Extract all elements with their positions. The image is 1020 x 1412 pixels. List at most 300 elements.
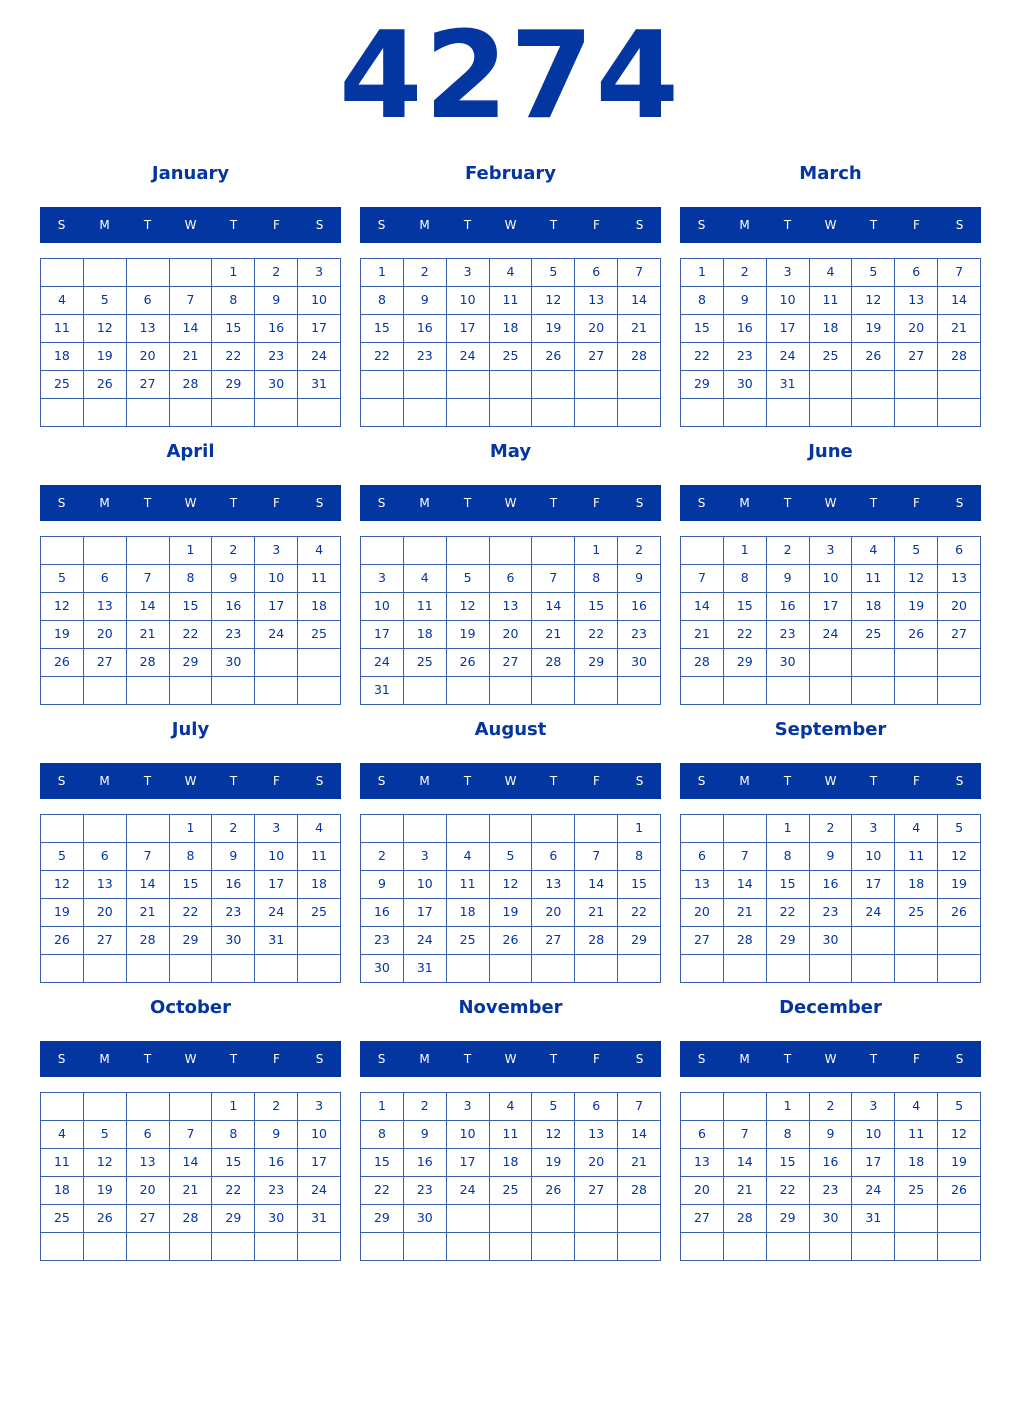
- day-cell: 25: [298, 621, 341, 649]
- day-cell: 1: [361, 1093, 404, 1121]
- weekday-label: S: [315, 218, 324, 232]
- day-cell: 5: [532, 1093, 575, 1121]
- day-cell: 20: [938, 593, 981, 621]
- day-cell: 3: [447, 259, 490, 287]
- empty-cell: [532, 399, 575, 427]
- day-cell: 12: [532, 1121, 575, 1149]
- day-cell: 17: [447, 1149, 490, 1177]
- weekday-label: S: [635, 774, 644, 788]
- day-cell: 13: [127, 1149, 170, 1177]
- day-cell: 26: [532, 343, 575, 371]
- day-cell: 14: [127, 593, 170, 621]
- day-cell: 24: [298, 1177, 341, 1205]
- day-cell: 26: [84, 1205, 127, 1233]
- day-cell: 13: [681, 871, 724, 899]
- day-cell: 17: [255, 593, 298, 621]
- day-cell: 12: [84, 1149, 127, 1177]
- day-cell: 4: [404, 565, 447, 593]
- day-cell: 24: [447, 1177, 490, 1205]
- day-cell: 26: [447, 649, 490, 677]
- empty-cell: [575, 399, 618, 427]
- weekday-label: T: [869, 774, 878, 788]
- day-cell: 20: [681, 899, 724, 927]
- day-cell: 12: [895, 565, 938, 593]
- empty-cell: [447, 815, 490, 843]
- day-cell: 23: [212, 899, 255, 927]
- day-cell: 2: [212, 815, 255, 843]
- day-cell: 9: [767, 565, 810, 593]
- day-cell: 17: [404, 899, 447, 927]
- day-cell: 16: [404, 1149, 447, 1177]
- empty-cell: [938, 371, 981, 399]
- weekday-header: [360, 763, 661, 799]
- empty-cell: [41, 815, 84, 843]
- day-cell: 18: [298, 871, 341, 899]
- day-cell: 29: [767, 1205, 810, 1233]
- weekday-label: T: [783, 218, 792, 232]
- day-cell: 23: [255, 1177, 298, 1205]
- day-cell: 4: [810, 259, 853, 287]
- empty-cell: [170, 955, 213, 983]
- empty-cell: [255, 677, 298, 705]
- empty-cell: [212, 399, 255, 427]
- day-cell: 21: [724, 899, 767, 927]
- day-grid: [360, 814, 661, 983]
- weekday-header: [680, 485, 981, 521]
- weekday-label: T: [783, 774, 792, 788]
- weekday-header: [680, 207, 981, 243]
- day-cell: 2: [361, 843, 404, 871]
- weekday-header: [680, 1041, 981, 1077]
- day-cell: 22: [724, 621, 767, 649]
- day-cell: 18: [852, 593, 895, 621]
- weekday-label: M: [419, 1052, 430, 1066]
- weekday-label: T: [549, 774, 558, 788]
- day-cell: 20: [84, 621, 127, 649]
- empty-cell: [895, 371, 938, 399]
- day-cell: 3: [298, 259, 341, 287]
- weekday-header: [40, 485, 341, 521]
- day-cell: 4: [298, 537, 341, 565]
- empty-cell: [212, 1233, 255, 1261]
- day-cell: 4: [852, 537, 895, 565]
- day-cell: 18: [298, 593, 341, 621]
- day-cell: 25: [810, 343, 853, 371]
- empty-cell: [127, 537, 170, 565]
- day-cell: 30: [724, 371, 767, 399]
- empty-cell: [575, 1233, 618, 1261]
- day-cell: 20: [575, 1149, 618, 1177]
- empty-cell: [170, 1233, 213, 1261]
- empty-cell: [532, 371, 575, 399]
- day-cell: 16: [255, 315, 298, 343]
- day-cell: 5: [938, 815, 981, 843]
- empty-cell: [810, 649, 853, 677]
- weekday-label: T: [869, 496, 878, 510]
- empty-cell: [724, 955, 767, 983]
- day-cell: 29: [618, 927, 661, 955]
- day-cell: 27: [127, 1205, 170, 1233]
- day-cell: 30: [767, 649, 810, 677]
- day-cell: 29: [724, 649, 767, 677]
- day-cell: 16: [618, 593, 661, 621]
- day-cell: 20: [681, 1177, 724, 1205]
- day-cell: 17: [810, 593, 853, 621]
- day-cell: 18: [490, 315, 533, 343]
- day-cell: 1: [618, 815, 661, 843]
- day-cell: 18: [895, 1149, 938, 1177]
- day-cell: 9: [212, 843, 255, 871]
- empty-cell: [170, 1093, 213, 1121]
- day-grid: [680, 536, 981, 705]
- weekday-label: T: [229, 1052, 238, 1066]
- day-cell: 3: [767, 259, 810, 287]
- weekday-label: M: [99, 1052, 110, 1066]
- day-cell: 29: [212, 371, 255, 399]
- day-cell: 15: [681, 315, 724, 343]
- weekday-label: T: [463, 218, 472, 232]
- day-cell: 6: [84, 565, 127, 593]
- day-cell: 30: [810, 1205, 853, 1233]
- day-cell: 27: [575, 343, 618, 371]
- weekday-label: T: [549, 496, 558, 510]
- day-cell: 12: [938, 843, 981, 871]
- empty-cell: [852, 677, 895, 705]
- day-cell: 15: [212, 315, 255, 343]
- day-cell: 9: [404, 287, 447, 315]
- empty-cell: [810, 955, 853, 983]
- weekday-label: F: [913, 774, 920, 788]
- day-cell: 25: [41, 371, 84, 399]
- day-cell: 18: [490, 1149, 533, 1177]
- weekday-label: W: [504, 496, 517, 510]
- day-cell: 18: [895, 871, 938, 899]
- day-cell: 18: [41, 1177, 84, 1205]
- day-cell: 12: [938, 1121, 981, 1149]
- weekday-label: S: [57, 218, 66, 232]
- empty-cell: [938, 677, 981, 705]
- day-cell: 16: [212, 871, 255, 899]
- day-cell: 17: [852, 871, 895, 899]
- day-grid: [680, 258, 981, 427]
- day-cell: 21: [127, 899, 170, 927]
- empty-cell: [127, 677, 170, 705]
- empty-cell: [852, 371, 895, 399]
- day-cell: 1: [170, 537, 213, 565]
- weekday-label: M: [739, 774, 750, 788]
- day-cell: 4: [895, 1093, 938, 1121]
- weekday-label: T: [463, 774, 472, 788]
- day-cell: 29: [681, 371, 724, 399]
- weekday-label: T: [143, 774, 152, 788]
- empty-cell: [490, 815, 533, 843]
- day-cell: 11: [852, 565, 895, 593]
- day-cell: 7: [170, 1121, 213, 1149]
- day-cell: 15: [767, 1149, 810, 1177]
- day-cell: 19: [532, 315, 575, 343]
- day-cell: 2: [767, 537, 810, 565]
- day-cell: 4: [447, 843, 490, 871]
- day-cell: 7: [127, 843, 170, 871]
- day-cell: 13: [490, 593, 533, 621]
- day-cell: 21: [618, 315, 661, 343]
- empty-cell: [724, 677, 767, 705]
- empty-cell: [361, 371, 404, 399]
- day-cell: 21: [724, 1177, 767, 1205]
- weekday-label: F: [593, 774, 600, 788]
- day-cell: 3: [810, 537, 853, 565]
- weekday-label: S: [955, 774, 964, 788]
- day-cell: 25: [490, 343, 533, 371]
- weekday-label: S: [57, 496, 66, 510]
- day-cell: 9: [724, 287, 767, 315]
- day-cell: 16: [361, 899, 404, 927]
- day-cell: 1: [575, 537, 618, 565]
- day-cell: 10: [447, 1121, 490, 1149]
- empty-cell: [255, 955, 298, 983]
- empty-cell: [724, 399, 767, 427]
- day-cell: 21: [170, 1177, 213, 1205]
- day-cell: 18: [404, 621, 447, 649]
- day-cell: 6: [84, 843, 127, 871]
- day-cell: 2: [618, 537, 661, 565]
- empty-cell: [212, 955, 255, 983]
- empty-cell: [41, 259, 84, 287]
- weekday-label: S: [955, 218, 964, 232]
- empty-cell: [361, 537, 404, 565]
- day-cell: 12: [852, 287, 895, 315]
- empty-cell: [767, 399, 810, 427]
- empty-cell: [532, 1233, 575, 1261]
- empty-cell: [127, 815, 170, 843]
- empty-cell: [724, 1233, 767, 1261]
- day-cell: 15: [575, 593, 618, 621]
- day-cell: 13: [575, 287, 618, 315]
- day-cell: 25: [895, 1177, 938, 1205]
- day-cell: 25: [852, 621, 895, 649]
- empty-cell: [84, 259, 127, 287]
- day-cell: 25: [298, 899, 341, 927]
- day-cell: 3: [255, 815, 298, 843]
- empty-cell: [938, 1205, 981, 1233]
- day-cell: 15: [361, 315, 404, 343]
- day-cell: 10: [767, 287, 810, 315]
- day-cell: 13: [127, 315, 170, 343]
- empty-cell: [84, 955, 127, 983]
- day-cell: 4: [895, 815, 938, 843]
- day-cell: 19: [938, 1149, 981, 1177]
- empty-cell: [767, 955, 810, 983]
- day-cell: 31: [298, 371, 341, 399]
- day-cell: 20: [895, 315, 938, 343]
- weekday-label: T: [869, 1052, 878, 1066]
- empty-cell: [447, 677, 490, 705]
- weekday-header: [360, 1041, 661, 1077]
- weekday-label: W: [184, 774, 197, 788]
- empty-cell: [84, 1233, 127, 1261]
- day-cell: 17: [767, 315, 810, 343]
- day-cell: 11: [298, 843, 341, 871]
- empty-cell: [84, 537, 127, 565]
- empty-cell: [532, 1205, 575, 1233]
- day-grid: [680, 1092, 981, 1261]
- weekday-label: S: [697, 496, 706, 510]
- day-cell: 19: [490, 899, 533, 927]
- day-cell: 25: [404, 649, 447, 677]
- day-cell: 24: [255, 621, 298, 649]
- day-cell: 1: [767, 815, 810, 843]
- day-cell: 26: [490, 927, 533, 955]
- day-cell: 30: [361, 955, 404, 983]
- day-cell: 20: [127, 1177, 170, 1205]
- day-cell: 2: [810, 1093, 853, 1121]
- empty-cell: [810, 677, 853, 705]
- weekday-label: W: [184, 218, 197, 232]
- day-cell: 6: [895, 259, 938, 287]
- day-cell: 10: [255, 565, 298, 593]
- day-cell: 11: [41, 315, 84, 343]
- day-cell: 23: [618, 621, 661, 649]
- day-cell: 21: [170, 343, 213, 371]
- empty-cell: [852, 927, 895, 955]
- weekday-label: F: [913, 496, 920, 510]
- day-cell: 28: [618, 1177, 661, 1205]
- weekday-label: M: [739, 1052, 750, 1066]
- day-cell: 7: [170, 287, 213, 315]
- day-cell: 8: [170, 843, 213, 871]
- day-cell: 14: [724, 871, 767, 899]
- empty-cell: [404, 677, 447, 705]
- weekday-label: T: [869, 218, 878, 232]
- day-cell: 26: [852, 343, 895, 371]
- day-cell: 24: [298, 343, 341, 371]
- empty-cell: [938, 399, 981, 427]
- empty-cell: [618, 677, 661, 705]
- weekday-label: W: [824, 774, 837, 788]
- day-cell: 2: [212, 537, 255, 565]
- empty-cell: [681, 537, 724, 565]
- day-cell: 20: [532, 899, 575, 927]
- day-cell: 26: [532, 1177, 575, 1205]
- empty-cell: [490, 677, 533, 705]
- weekday-label: F: [913, 218, 920, 232]
- empty-cell: [532, 955, 575, 983]
- empty-cell: [447, 537, 490, 565]
- day-cell: 11: [810, 287, 853, 315]
- empty-cell: [447, 371, 490, 399]
- empty-cell: [618, 1205, 661, 1233]
- empty-cell: [532, 537, 575, 565]
- day-cell: 20: [490, 621, 533, 649]
- day-cell: 4: [41, 287, 84, 315]
- day-cell: 7: [532, 565, 575, 593]
- day-cell: 7: [575, 843, 618, 871]
- day-cell: 14: [532, 593, 575, 621]
- day-cell: 5: [84, 287, 127, 315]
- day-cell: 6: [490, 565, 533, 593]
- month-name: June: [808, 441, 853, 462]
- day-cell: 17: [298, 315, 341, 343]
- day-cell: 2: [404, 259, 447, 287]
- weekday-label: T: [229, 496, 238, 510]
- empty-cell: [84, 399, 127, 427]
- day-cell: 6: [575, 259, 618, 287]
- day-cell: 15: [170, 871, 213, 899]
- empty-cell: [490, 1233, 533, 1261]
- day-cell: 6: [681, 843, 724, 871]
- day-cell: 5: [41, 843, 84, 871]
- empty-cell: [84, 815, 127, 843]
- day-cell: 29: [170, 927, 213, 955]
- day-grid: [40, 814, 341, 983]
- day-cell: 31: [361, 677, 404, 705]
- empty-cell: [895, 1233, 938, 1261]
- day-cell: 9: [810, 1121, 853, 1149]
- day-cell: 19: [532, 1149, 575, 1177]
- empty-cell: [852, 1233, 895, 1261]
- day-cell: 27: [938, 621, 981, 649]
- day-cell: 9: [255, 287, 298, 315]
- day-cell: 8: [361, 1121, 404, 1149]
- day-cell: 14: [938, 287, 981, 315]
- weekday-label: W: [504, 218, 517, 232]
- day-cell: 30: [404, 1205, 447, 1233]
- day-cell: 28: [170, 371, 213, 399]
- day-cell: 1: [212, 259, 255, 287]
- weekday-label: W: [184, 1052, 197, 1066]
- empty-cell: [84, 677, 127, 705]
- day-cell: 22: [618, 899, 661, 927]
- day-cell: 19: [84, 1177, 127, 1205]
- empty-cell: [255, 399, 298, 427]
- day-cell: 1: [212, 1093, 255, 1121]
- empty-cell: [852, 955, 895, 983]
- weekday-label: T: [229, 774, 238, 788]
- day-cell: 12: [447, 593, 490, 621]
- day-cell: 23: [404, 343, 447, 371]
- weekday-header: [680, 763, 981, 799]
- weekday-label: S: [697, 774, 706, 788]
- day-cell: 19: [41, 621, 84, 649]
- empty-cell: [41, 399, 84, 427]
- day-cell: 25: [447, 927, 490, 955]
- empty-cell: [127, 259, 170, 287]
- weekday-label: F: [593, 496, 600, 510]
- day-cell: 5: [84, 1121, 127, 1149]
- day-cell: 16: [255, 1149, 298, 1177]
- empty-cell: [681, 815, 724, 843]
- day-cell: 22: [212, 343, 255, 371]
- empty-cell: [681, 677, 724, 705]
- day-cell: 24: [852, 1177, 895, 1205]
- day-cell: 2: [724, 259, 767, 287]
- day-cell: 17: [447, 315, 490, 343]
- day-cell: 17: [298, 1149, 341, 1177]
- day-cell: 27: [127, 371, 170, 399]
- day-cell: 3: [298, 1093, 341, 1121]
- empty-cell: [767, 1233, 810, 1261]
- day-cell: 16: [212, 593, 255, 621]
- weekday-label: M: [99, 496, 110, 510]
- day-cell: 11: [298, 565, 341, 593]
- weekday-header: [40, 1041, 341, 1077]
- empty-cell: [41, 537, 84, 565]
- empty-cell: [490, 537, 533, 565]
- day-cell: 15: [170, 593, 213, 621]
- day-cell: 6: [575, 1093, 618, 1121]
- day-cell: 29: [212, 1205, 255, 1233]
- weekday-label: T: [143, 218, 152, 232]
